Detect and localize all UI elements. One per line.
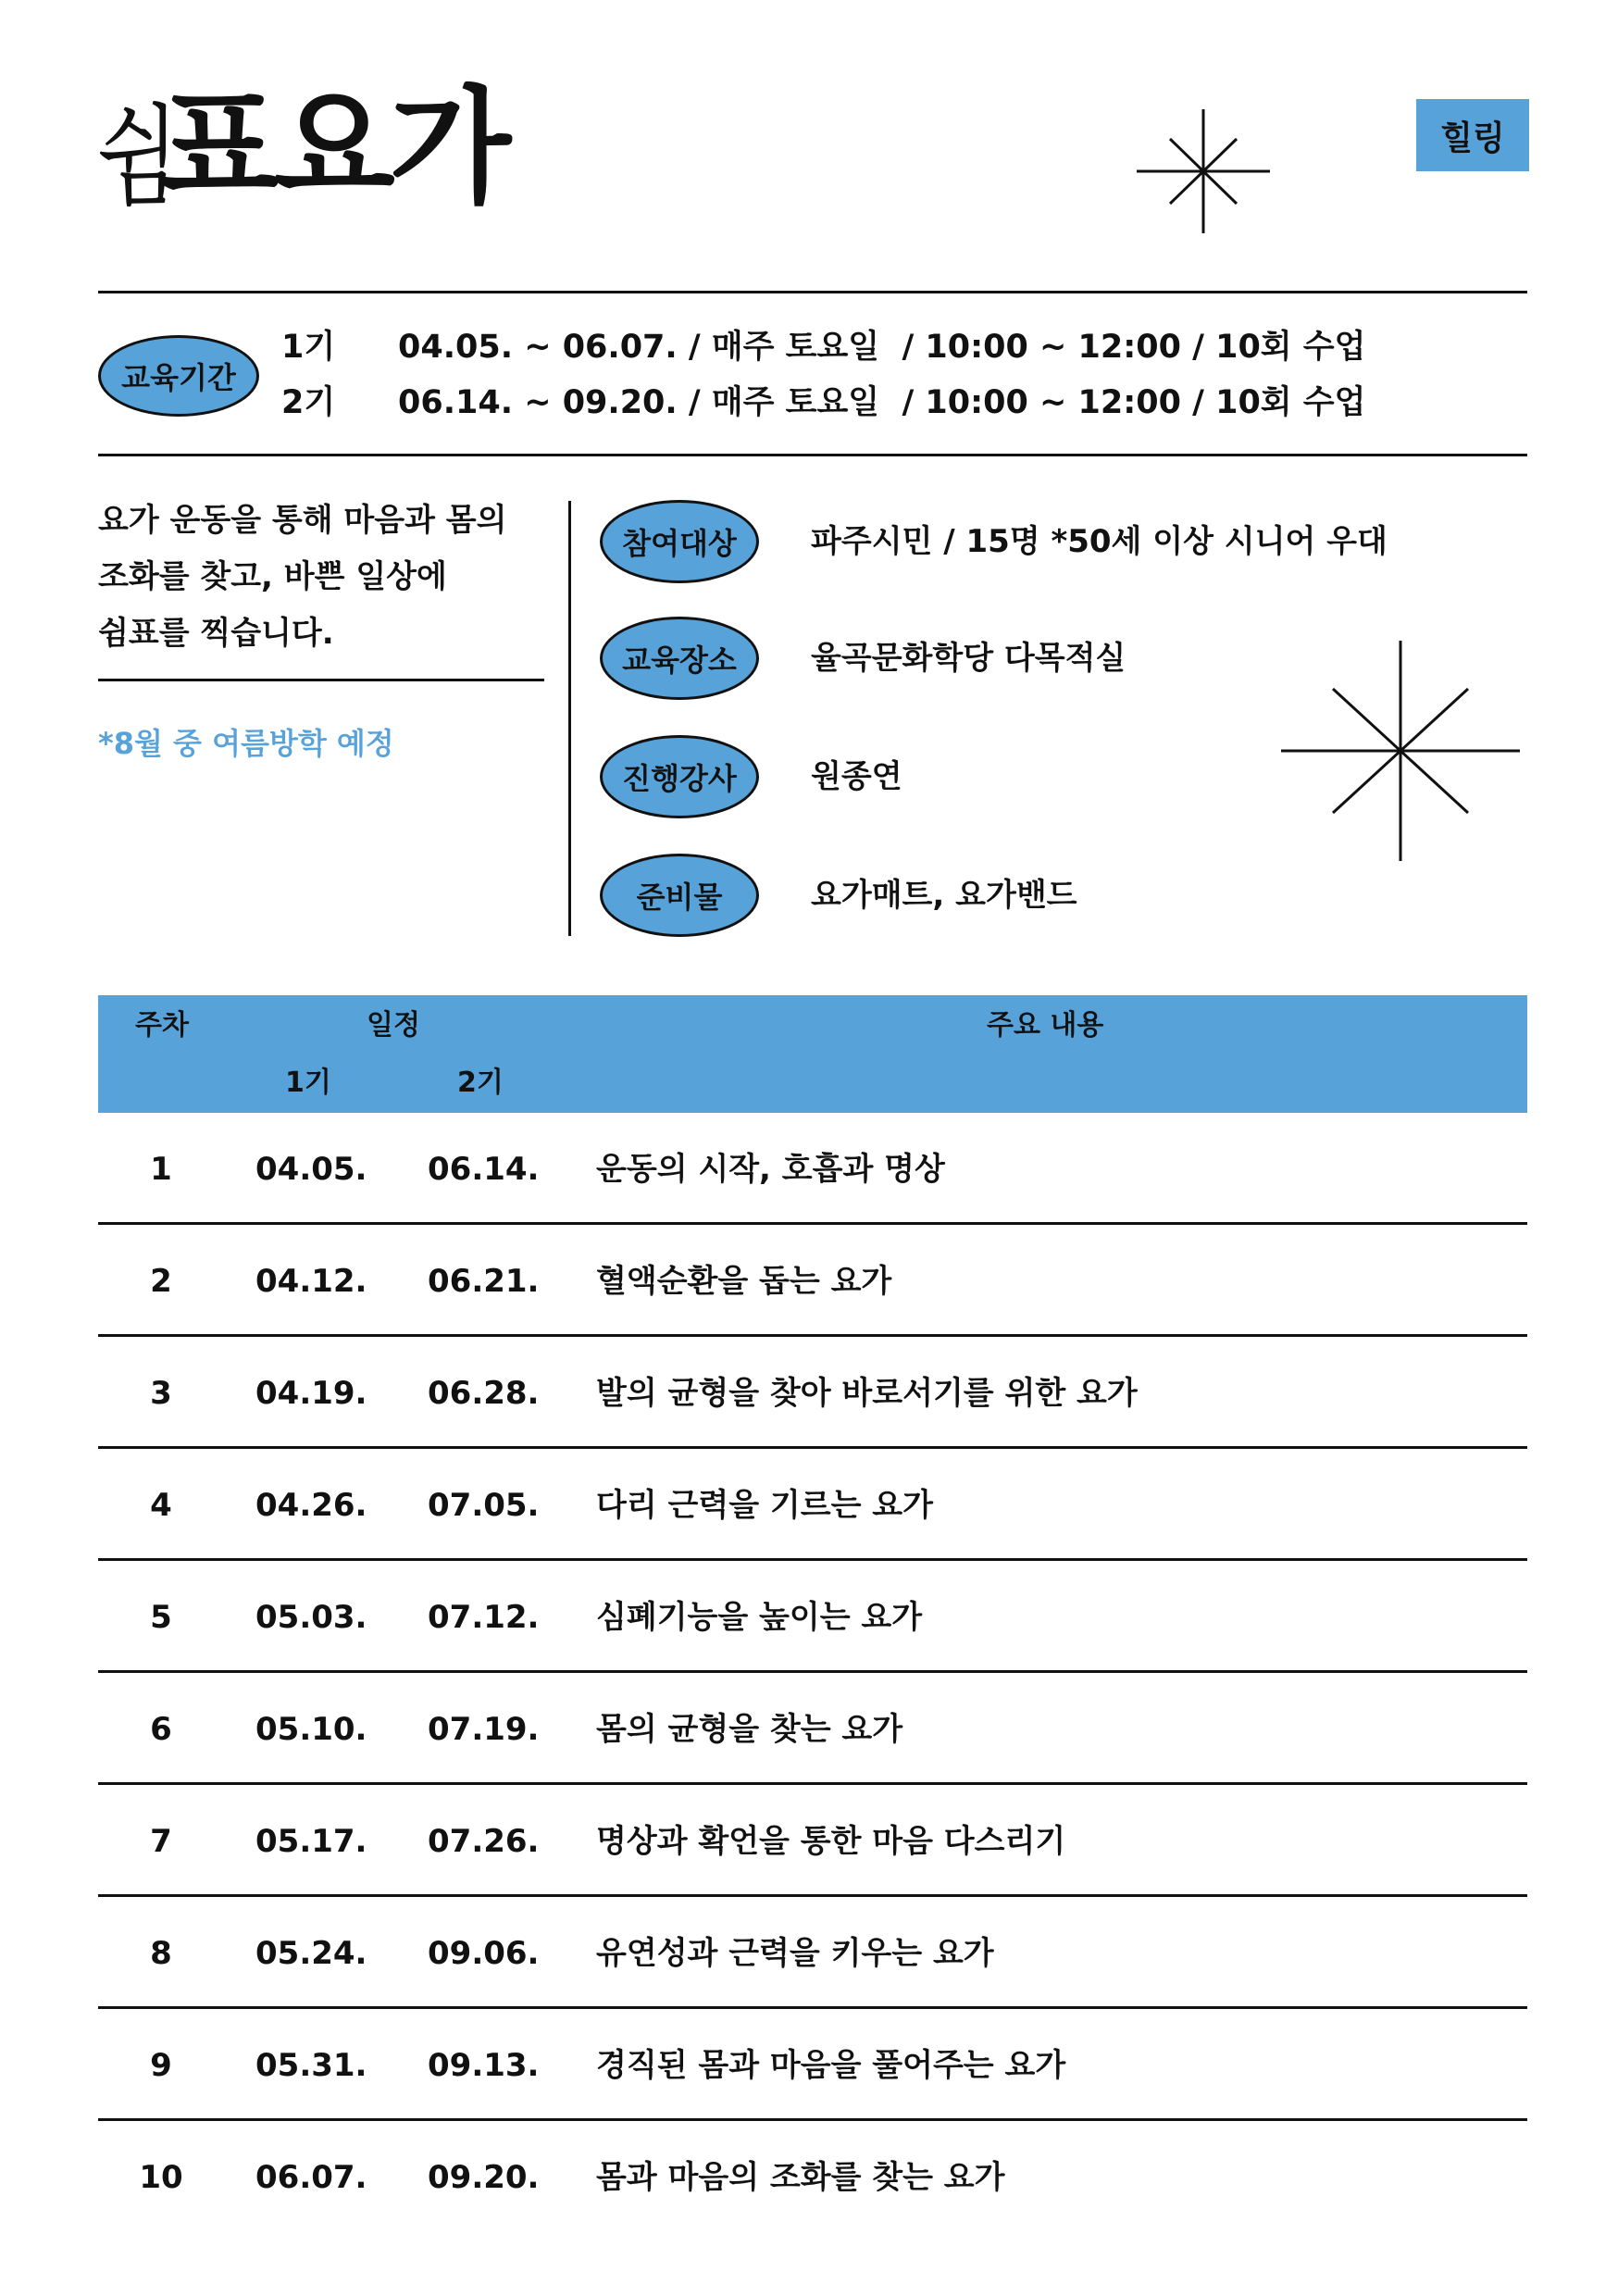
divider-intro <box>98 679 544 681</box>
row-date-cohort-1: 05.24. <box>255 1934 367 1972</box>
row-topic: 몸의 균형을 찾는 요가 <box>596 1710 903 1748</box>
row-date-cohort-1: 04.26. <box>255 1486 367 1524</box>
info-label-target: 참여대상 <box>600 500 759 583</box>
table-row <box>98 1673 1527 1785</box>
row-date-cohort-2: 06.28. <box>428 1374 540 1412</box>
row-date-cohort-1: 04.12. <box>255 1262 367 1300</box>
row-week: 8 <box>150 1934 172 1972</box>
row-date-cohort-2: 09.06. <box>428 1934 540 1972</box>
row-date-cohort-1: 05.17. <box>255 1822 367 1860</box>
row-topic: 유연성과 근력을 키우는 요가 <box>596 1934 994 1972</box>
table-row <box>98 2121 1527 2233</box>
divider-top <box>98 291 1527 293</box>
row-date-cohort-2: 07.12. <box>428 1598 540 1636</box>
row-date-cohort-2: 09.20. <box>428 2158 540 2196</box>
row-week: 9 <box>150 2046 172 2084</box>
period-detail: 06.14. ~ 09.20. / 매주 토요일 / 10:00 ~ 12:00 / 10회 수업 <box>398 384 1366 421</box>
logo-thin-text: 쉼 <box>96 93 173 220</box>
row-week: 7 <box>150 1822 172 1860</box>
row-week: 3 <box>150 1374 172 1412</box>
row-topic: 경직된 몸과 마음을 풀어주는 요가 <box>596 2046 1066 2084</box>
info-label-supplies: 준비물 <box>600 854 759 937</box>
schedule-table-header <box>98 995 1527 1113</box>
row-week: 6 <box>150 1710 172 1748</box>
row-week: 1 <box>150 1150 172 1188</box>
row-date-cohort-1: 06.07. <box>255 2158 367 2196</box>
info-value-instructor: 원종연 <box>811 758 902 795</box>
header-content: 주요 내용 <box>987 1009 1104 1042</box>
info-label-location: 교육장소 <box>600 617 759 700</box>
row-date-cohort-2: 07.19. <box>428 1710 540 1748</box>
period-cohort: 2기 <box>281 384 336 421</box>
table-row <box>98 1225 1527 1337</box>
row-date-cohort-2: 07.05. <box>428 1486 540 1524</box>
row-week: 10 <box>139 2158 183 2196</box>
info-value-supplies: 요가매트, 요가밴드 <box>811 877 1077 914</box>
vertical-divider <box>568 501 571 936</box>
healing-tag: 힐링 <box>1416 99 1529 171</box>
row-date-cohort-2: 07.26. <box>428 1822 540 1860</box>
vacation-note: *8월 중 여름방학 예정 <box>98 726 394 761</box>
table-row <box>98 1897 1527 2009</box>
period-cohort: 1기 <box>281 329 336 366</box>
row-date-cohort-2: 09.13. <box>428 2046 540 2084</box>
table-row <box>98 1449 1527 1561</box>
logo <box>96 75 559 221</box>
sparkle-star-icon <box>1281 641 1520 861</box>
period-label-pill: 교육기간 <box>98 335 259 417</box>
row-topic: 운동의 시작, 호흡과 명상 <box>596 1150 945 1188</box>
row-date-cohort-1: 04.05. <box>255 1150 367 1188</box>
period-row-1 <box>281 331 1365 364</box>
header-schedule: 일정 <box>367 1009 420 1042</box>
intro-text: 요가 운동을 통해 마음과 몸의 조화를 찾고, 바쁜 일상에 쉼표를 찍습니다. <box>98 502 507 652</box>
period-detail: 04.05. ~ 06.07. / 매주 토요일 / 10:00 ~ 12:00 / 10회 수업 <box>398 329 1366 366</box>
table-row <box>98 1337 1527 1449</box>
row-topic: 심폐기능을 높이는 요가 <box>596 1598 923 1636</box>
row-topic: 다리 근력을 기르는 요가 <box>596 1486 933 1524</box>
header-week: 주차 <box>135 1009 189 1042</box>
row-date-cohort-1: 05.31. <box>255 2046 367 2084</box>
sparkle-star-icon <box>1137 109 1270 233</box>
row-topic: 발의 균형을 찾아 바로서기를 위한 요가 <box>596 1374 1138 1412</box>
header-cohort-2: 2기 <box>457 1067 504 1099</box>
info-value-location: 율곡문화학당 다목적실 <box>811 640 1126 677</box>
info-label-instructor: 진행강사 <box>600 735 759 818</box>
row-week: 5 <box>150 1598 172 1636</box>
row-date-cohort-1: 05.10. <box>255 1710 367 1748</box>
row-date-cohort-2: 06.21. <box>428 1262 540 1300</box>
row-topic: 혈액순환을 돕는 요가 <box>596 1262 892 1300</box>
header-cohort-1: 1기 <box>285 1067 331 1099</box>
row-date-cohort-2: 06.14. <box>428 1150 540 1188</box>
period-row-2 <box>281 384 1366 421</box>
row-date-cohort-1: 05.03. <box>255 1598 367 1636</box>
row-topic: 몸과 마음의 조화를 찾는 요가 <box>596 2158 1005 2196</box>
row-date-cohort-1: 04.19. <box>255 1374 367 1412</box>
divider-period <box>98 454 1527 456</box>
table-row <box>98 1113 1527 1225</box>
row-topic: 명상과 확언을 통한 마음 다스리기 <box>596 1822 1066 1860</box>
row-week: 2 <box>150 1262 172 1300</box>
row-week: 4 <box>150 1486 172 1524</box>
table-row <box>98 1561 1527 1673</box>
logo-bold-text: 표요가 <box>157 75 506 221</box>
table-row <box>98 1785 1527 1897</box>
info-value-target: 파주시민 / 15명 *50세 이상 시니어 우대 <box>811 523 1388 560</box>
table-row <box>98 2009 1527 2121</box>
